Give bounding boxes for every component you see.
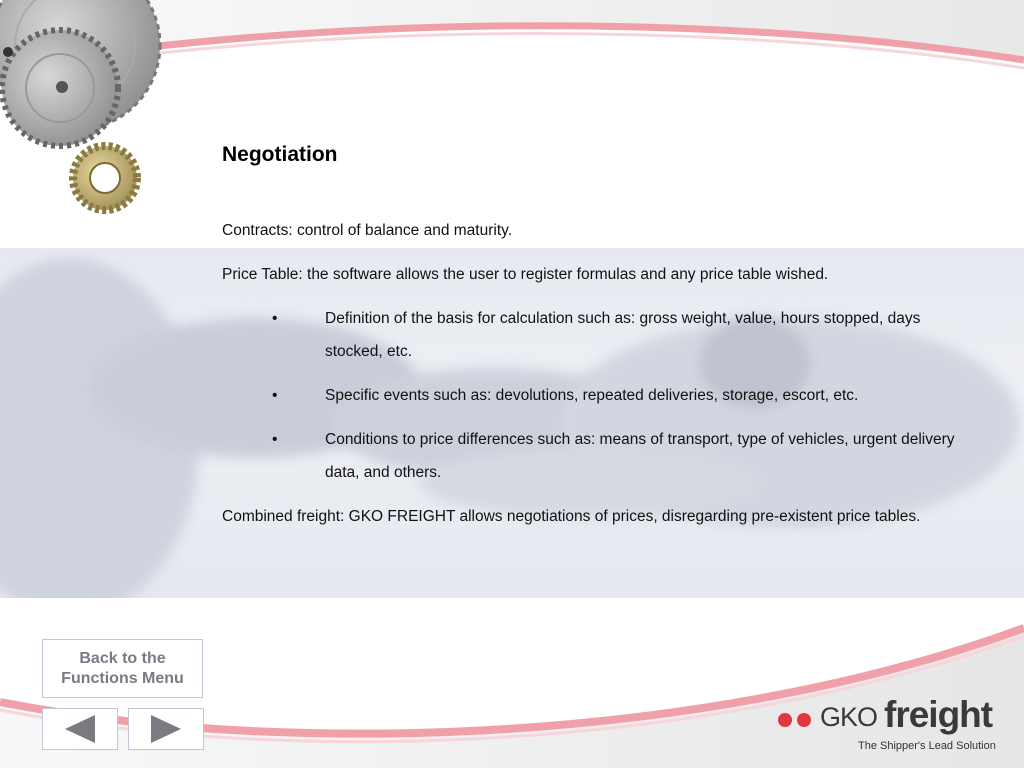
bullet-icon: • [272, 431, 278, 448]
list-item [222, 302, 982, 368]
gears-icon [0, 0, 170, 230]
paragraph-contracts: Contracts: control of balance and maturity. [222, 222, 513, 239]
triangle-right-icon [149, 714, 183, 744]
bullet-icon: • [272, 310, 278, 327]
list-item [222, 423, 982, 489]
paragraph-combined-freight: Combined freight: GKO FREIGHT allows negotiations of prices, disregarding pre-existent price tables. [222, 508, 921, 525]
bullet-icon: • [272, 387, 278, 404]
list-item [222, 379, 982, 412]
list-item-text: Specific events such as: devolutions, repeated deliveries, storage, escort, etc. [325, 387, 859, 404]
previous-button[interactable] [42, 708, 118, 750]
paragraph-price-table: Price Table: the software allows the user to register formulas and any price table wished. [222, 266, 829, 283]
logo-freight-text: freight [884, 694, 993, 735]
back-button-label-line1: Back to the [79, 649, 166, 667]
page-title: Negotiation [222, 143, 338, 166]
list-item-text: Definition of the basis for calculation such as: gross weight, value, hours stopped, days stocked, etc. [325, 310, 921, 360]
logo-gko-text: GKO [820, 702, 878, 732]
bullet-list [222, 302, 982, 489]
slide-content [222, 214, 982, 533]
logo-dots-icon [776, 710, 816, 730]
logo-tagline: The Shipper's Lead Solution [858, 740, 996, 752]
back-button-label-line2: Functions Menu [61, 669, 184, 687]
list-item-text: Conditions to price differences such as: means of transport, type of vehicles, urgent delivery data, and others. [325, 431, 955, 481]
back-to-functions-menu-button[interactable] [42, 639, 203, 698]
triangle-left-icon [63, 714, 97, 744]
gko-freight-logo [776, 694, 1006, 760]
next-button[interactable] [128, 708, 204, 750]
